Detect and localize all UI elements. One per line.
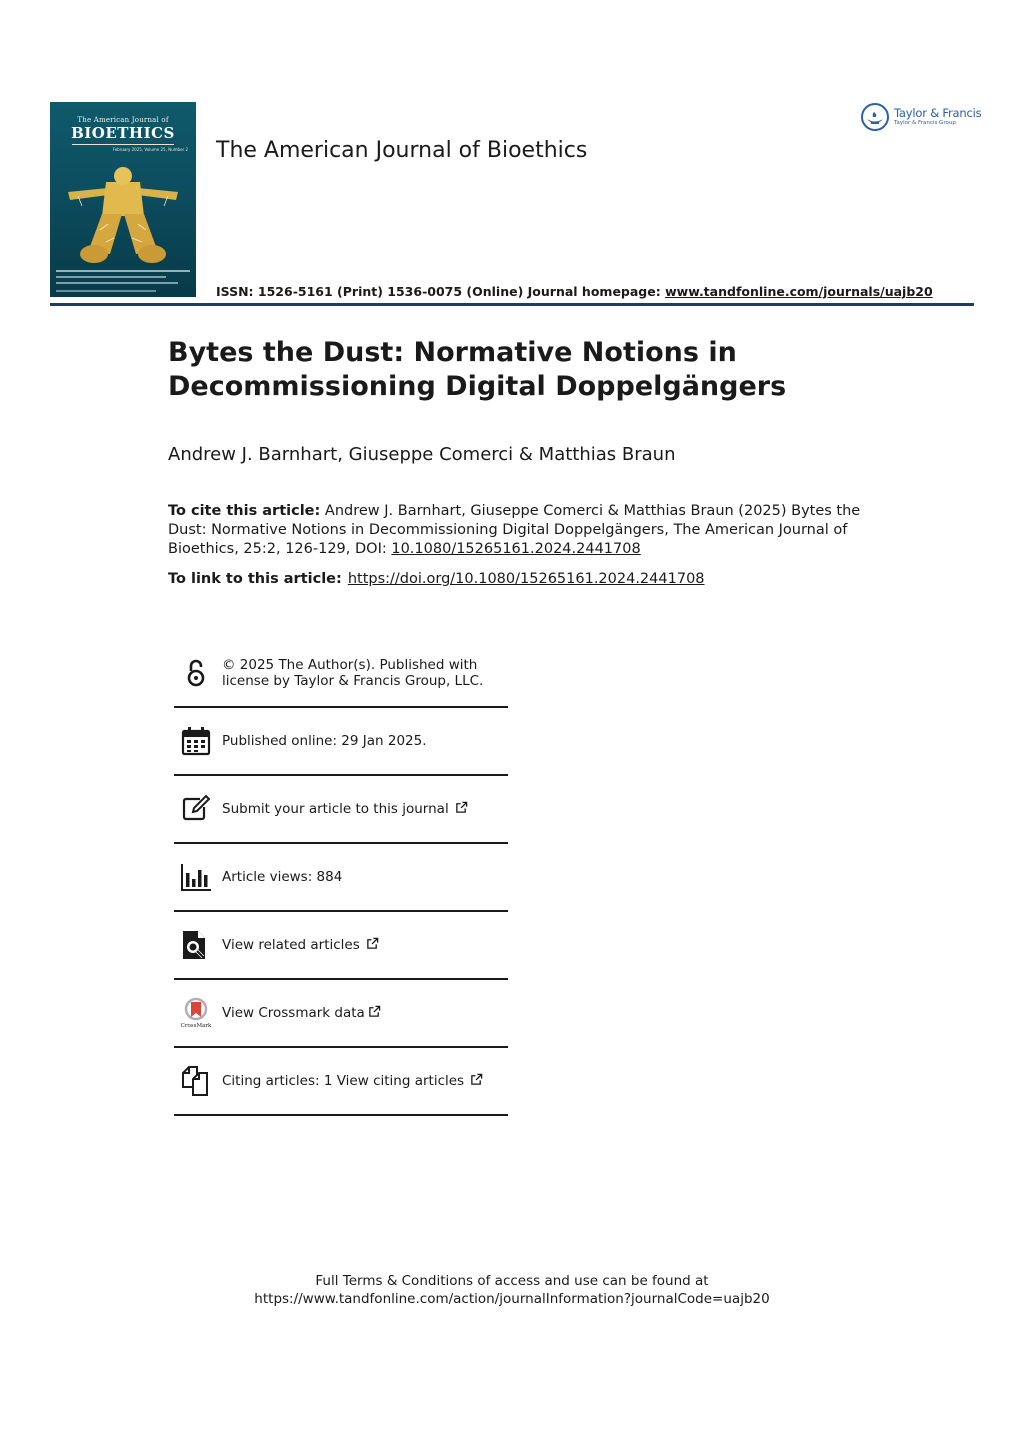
external-link-icon [366, 937, 379, 950]
info-row-published [174, 708, 508, 776]
article-info-list [174, 640, 508, 1116]
header-divider [50, 303, 974, 306]
article-title [168, 336, 868, 404]
info-row-related[interactable] [174, 912, 508, 980]
license-line-1: © 2025 The Author(s). Published with [222, 657, 478, 673]
open-access-icon [180, 657, 212, 689]
article-authors: Andrew J. Barnhart, Giuseppe Comerci & Matthias Braun [168, 444, 676, 465]
citing-articles-link[interactable] [222, 1073, 483, 1089]
citation-label: To cite this article: [168, 503, 321, 519]
info-row-license [174, 640, 508, 708]
article-doi-url[interactable]: https://doi.org/10.1080/15265161.2024.2441708 [347, 571, 705, 587]
external-link-icon [368, 1005, 381, 1018]
journal-cover-image [50, 102, 196, 297]
info-row-submit[interactable] [174, 776, 508, 844]
terms-footer [0, 1272, 1024, 1308]
article-views-text: Article views: 884 [222, 869, 343, 885]
cover-journal-small: The American Journal of [77, 116, 169, 124]
info-row-views [174, 844, 508, 912]
cover-rule [72, 144, 174, 145]
citation-doi-link[interactable]: 10.1080/15265161.2024.2441708 [391, 541, 641, 557]
crossmark-link[interactable] [222, 1005, 381, 1021]
citing-articles-text: Citing articles: 1 View citing articles [222, 1073, 465, 1089]
cover-journal-big: BIOETHICS [71, 124, 175, 142]
terms-line-1: Full Terms & Conditions of access and use can be found at [315, 1273, 709, 1289]
edit-icon [180, 793, 212, 825]
related-articles-text: View related articles [222, 937, 360, 953]
external-link-icon [455, 801, 468, 814]
journal-title: The American Journal of Bioethics [216, 138, 588, 163]
terms-url[interactable]: https://www.tandfonline.com/action/journalInformation?journalCode=uajb20 [254, 1291, 770, 1307]
license-line-2: license by Taylor & Francis Group, LLC. [222, 673, 484, 689]
crossmark-caption: CrossMark [180, 1023, 212, 1029]
article-title-line-1: Bytes the Dust: Normative Notions in [168, 337, 737, 368]
search-document-icon [180, 929, 212, 961]
calendar-icon [180, 725, 212, 757]
info-row-crossmark[interactable] [174, 980, 508, 1048]
article-link-label: To link to this article: [168, 571, 342, 587]
submit-article-text: Submit your article to this journal [222, 801, 449, 817]
issn-line [216, 284, 933, 299]
article-title-line-2: Decommissioning Digital Doppelgängers [168, 371, 787, 402]
publisher-logo-sub: Taylor & Francis Group [894, 120, 956, 126]
crossmark-icon [180, 997, 212, 1029]
bar-chart-icon [180, 861, 212, 893]
journal-homepage-link[interactable]: www.tandfonline.com/journals/uajb20 [665, 284, 933, 299]
issn-text: ISSN: 1526-5161 (Print) 1536-0075 (Online) Journal homepage: [216, 284, 666, 299]
copy-documents-icon [180, 1065, 212, 1097]
publisher-logo-name: Taylor & Francis [894, 105, 982, 120]
citation-block [168, 502, 868, 559]
external-link-icon [470, 1073, 483, 1086]
crossmark-text: View Crossmark data [222, 1005, 365, 1021]
published-online-text: Published online: 29 Jan 2025. [222, 733, 427, 749]
citation-text: Andrew J. Barnhart, Giuseppe Comerci & Matthias Braun (2025) Bytes the Dust: Normative Notions in Decommissioning Digital Doppelgängers, The American Journal of Bioethics, 25:2, 126-129, DOI: [168, 503, 861, 557]
related-articles-link[interactable] [222, 937, 379, 953]
info-row-citing[interactable] [174, 1048, 508, 1116]
submit-article-link[interactable] [222, 801, 468, 817]
publisher-logo[interactable] [860, 102, 981, 132]
publisher-lamp-icon [860, 102, 890, 132]
cover-figure-illustration [58, 154, 188, 266]
article-link-block [168, 571, 705, 587]
cover-issue: February 2025, Volume 25, Number 2 [112, 147, 188, 152]
